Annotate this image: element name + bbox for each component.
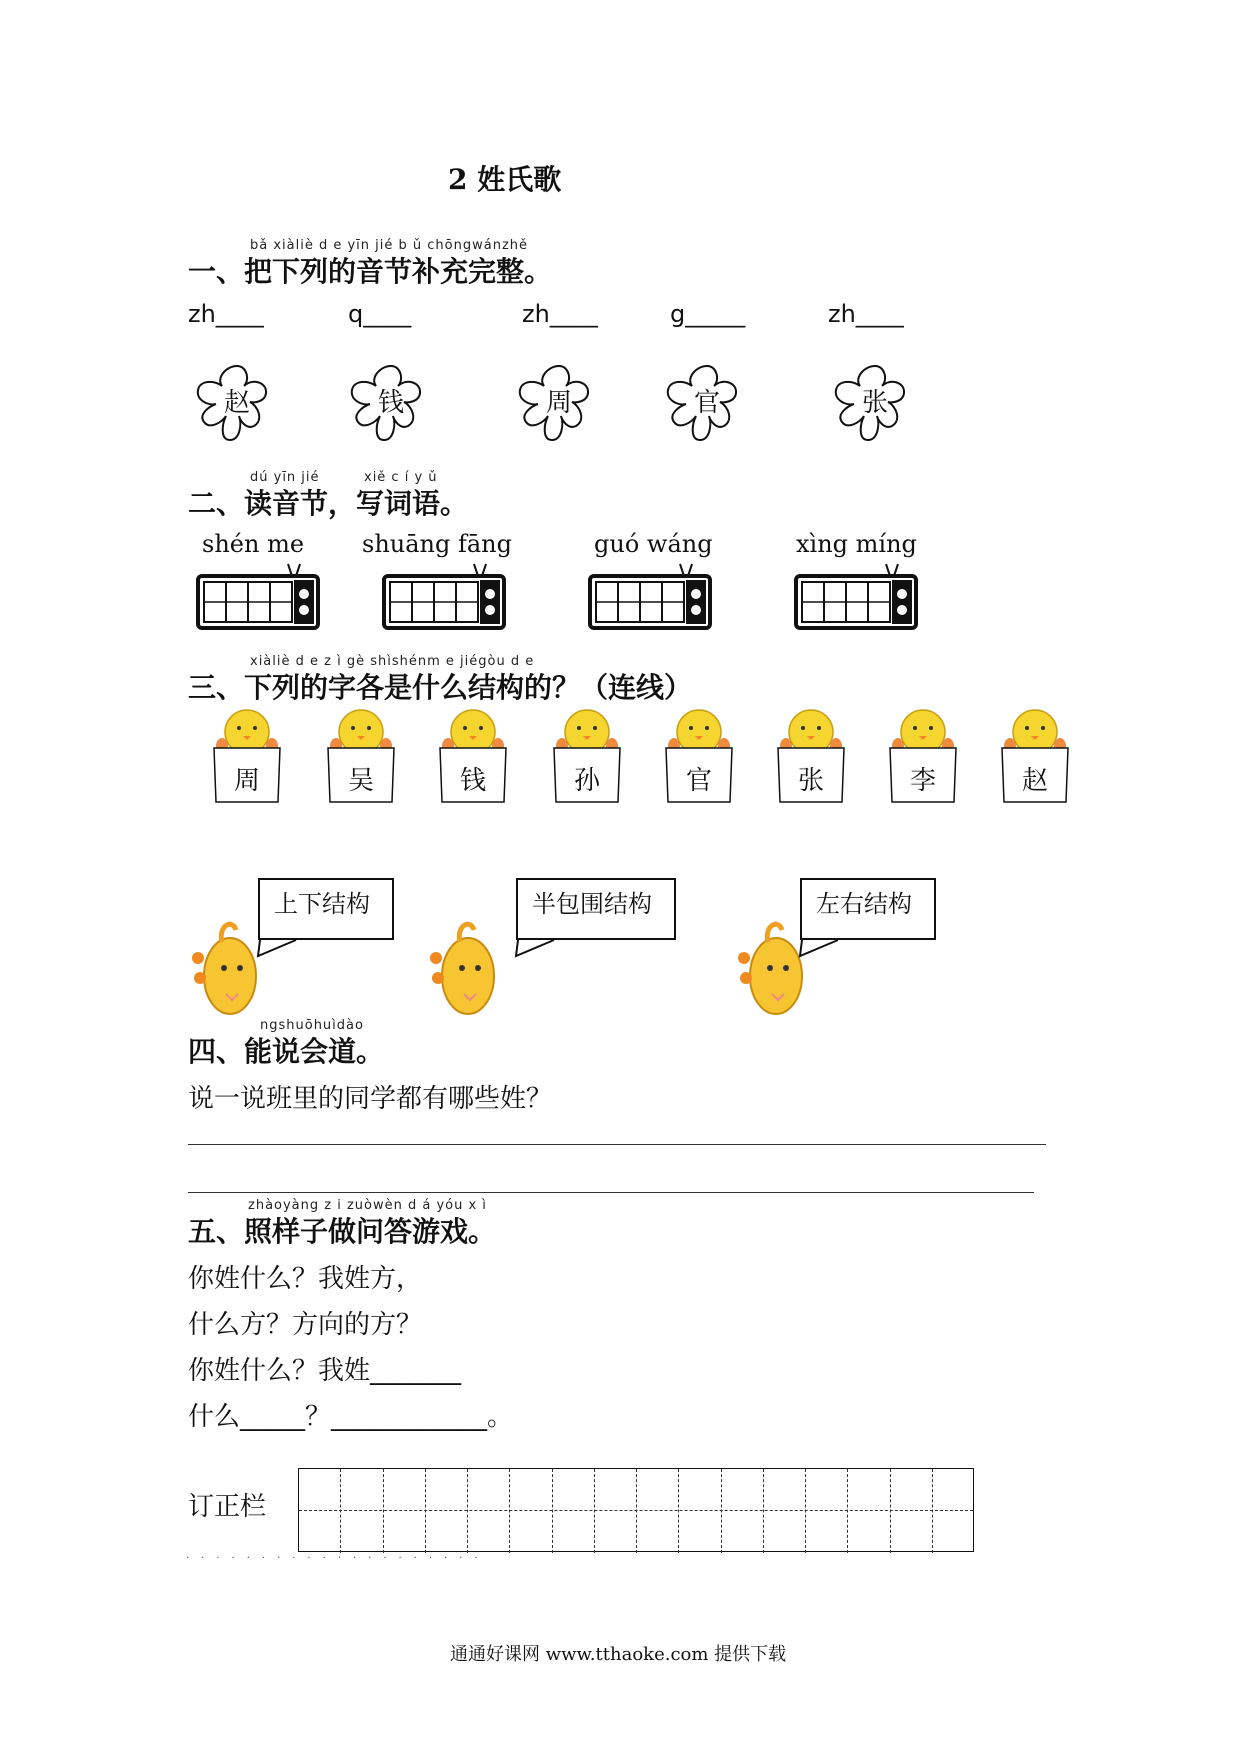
section2-pinyin-a: dú yīn jié: [250, 470, 320, 485]
grid-cell[interactable]: [764, 1469, 806, 1553]
chick-char-card[interactable]: [772, 698, 850, 806]
flower-char-1: [192, 358, 282, 448]
chick-char: 吴: [347, 766, 374, 796]
grid-cell[interactable]: [510, 1469, 552, 1553]
correction-grid[interactable]: [298, 1468, 974, 1552]
dialog-line-3[interactable]: 你姓什么？我姓_______: [188, 1356, 462, 1386]
structure-bubble-3[interactable]: 左右结构: [800, 878, 936, 940]
flower-char: 钱: [377, 388, 404, 418]
section3-pinyin: xiàliè d e z ì gè shìshénm e jiégòu d e: [250, 654, 535, 669]
grid-cell[interactable]: [891, 1469, 933, 1553]
grid-cell[interactable]: [722, 1469, 764, 1553]
dotted-rule: ....................: [186, 1550, 490, 1561]
section2-heading: 二、读音节，写词语。: [188, 487, 469, 520]
flower-char: 周: [545, 388, 572, 418]
chick-char-card[interactable]: [884, 698, 962, 806]
answer-line[interactable]: [188, 1144, 1046, 1145]
tv-icon: [794, 560, 918, 630]
tv-writing-box[interactable]: [196, 560, 320, 630]
structure-bubble-2[interactable]: 半包围结构: [516, 878, 676, 940]
flower-char-4: [662, 358, 752, 448]
section1-pinyin: bǎ xiàliè d e yīn jié b ǔ chōngwánzhě: [250, 238, 529, 253]
blank-3[interactable]: zh____: [522, 300, 598, 328]
section5-heading: 五、照样子做问答游戏。: [188, 1215, 497, 1248]
section4-prompt: 说一说班里的同学都有哪些姓？: [188, 1084, 553, 1114]
chick-char-card[interactable]: [660, 698, 738, 806]
tv-icon: [196, 560, 320, 630]
section4-heading: 四、能说会道。: [188, 1035, 385, 1068]
page-title: 2 姓氏歌: [448, 163, 562, 196]
mascot-icon: [426, 912, 506, 1022]
chick-char-card[interactable]: [548, 698, 626, 806]
word-pinyin-2: shuāng fāng: [362, 530, 512, 558]
chick-char: 张: [797, 766, 824, 796]
chick-char: 官: [685, 766, 712, 796]
grid-cell[interactable]: [299, 1469, 341, 1553]
chick-char: 李: [909, 766, 936, 796]
tv-writing-box[interactable]: [794, 560, 918, 630]
dialog-line-4[interactable]: 什么_____？____________。: [188, 1402, 514, 1432]
footer: 通通好课网 www.tthaoke.com 提供下载: [450, 1644, 787, 1665]
blank-4[interactable]: g_____: [670, 300, 746, 328]
blank-2[interactable]: q____: [348, 300, 412, 328]
mascot-2: [426, 912, 506, 1026]
answer-line[interactable]: [188, 1192, 1034, 1193]
grid-cell[interactable]: [384, 1469, 426, 1553]
flower-char: 赵: [223, 388, 250, 418]
grid-cell[interactable]: [426, 1469, 468, 1553]
grid-cell[interactable]: [848, 1469, 890, 1553]
chick-char: 赵: [1021, 766, 1048, 796]
section5-pinyin: zhàoyàng z i zuòwèn d á yóu x ì: [248, 1198, 487, 1213]
tv-writing-box[interactable]: [588, 560, 712, 630]
chick-char-card[interactable]: [208, 698, 286, 806]
section4-pinyin: ngshuōhuìdào: [260, 1018, 364, 1033]
grid-cell[interactable]: [553, 1469, 595, 1553]
chick-char-card[interactable]: [322, 698, 400, 806]
chick-char: 孙: [573, 766, 600, 796]
section3-heading: 三、下列的字各是什么结构的？（连线）: [188, 671, 693, 704]
blank-1[interactable]: zh____: [188, 300, 264, 328]
dialog-line-2: 什么方？方向的方？: [188, 1310, 423, 1340]
grid-cell[interactable]: [637, 1469, 679, 1553]
section1-heading: 一、把下列的音节补充完整。: [188, 255, 553, 288]
dialog-line-1: 你姓什么？我姓方，: [188, 1264, 423, 1294]
chick-char-card[interactable]: [996, 698, 1074, 806]
correction-label: 订正栏: [188, 1492, 267, 1522]
tv-icon: [382, 560, 506, 630]
flower-char: 张: [861, 388, 888, 418]
flower-char-2: [346, 358, 436, 448]
grid-cell[interactable]: [341, 1469, 383, 1553]
section2-pinyin-b: xiě c í y ǔ: [364, 470, 438, 485]
word-pinyin-3: guó wáng: [594, 530, 713, 558]
grid-cell[interactable]: [806, 1469, 848, 1553]
chick-char: 周: [233, 766, 260, 796]
grid-cell[interactable]: [595, 1469, 637, 1553]
flower-char: 官: [693, 388, 720, 418]
grid-cell[interactable]: [679, 1469, 721, 1553]
chick-char: 钱: [459, 766, 486, 796]
grid-cell[interactable]: [468, 1469, 510, 1553]
structure-bubble-1[interactable]: 上下结构: [258, 878, 394, 940]
word-pinyin-4: xìng míng: [796, 530, 917, 558]
tv-icon: [588, 560, 712, 630]
tv-writing-box[interactable]: [382, 560, 506, 630]
word-pinyin-1: shén me: [202, 530, 305, 558]
flower-char-5: [830, 358, 920, 448]
flower-char-3: [514, 358, 604, 448]
chick-char-card[interactable]: [434, 698, 512, 806]
blank-5[interactable]: zh____: [828, 300, 904, 328]
